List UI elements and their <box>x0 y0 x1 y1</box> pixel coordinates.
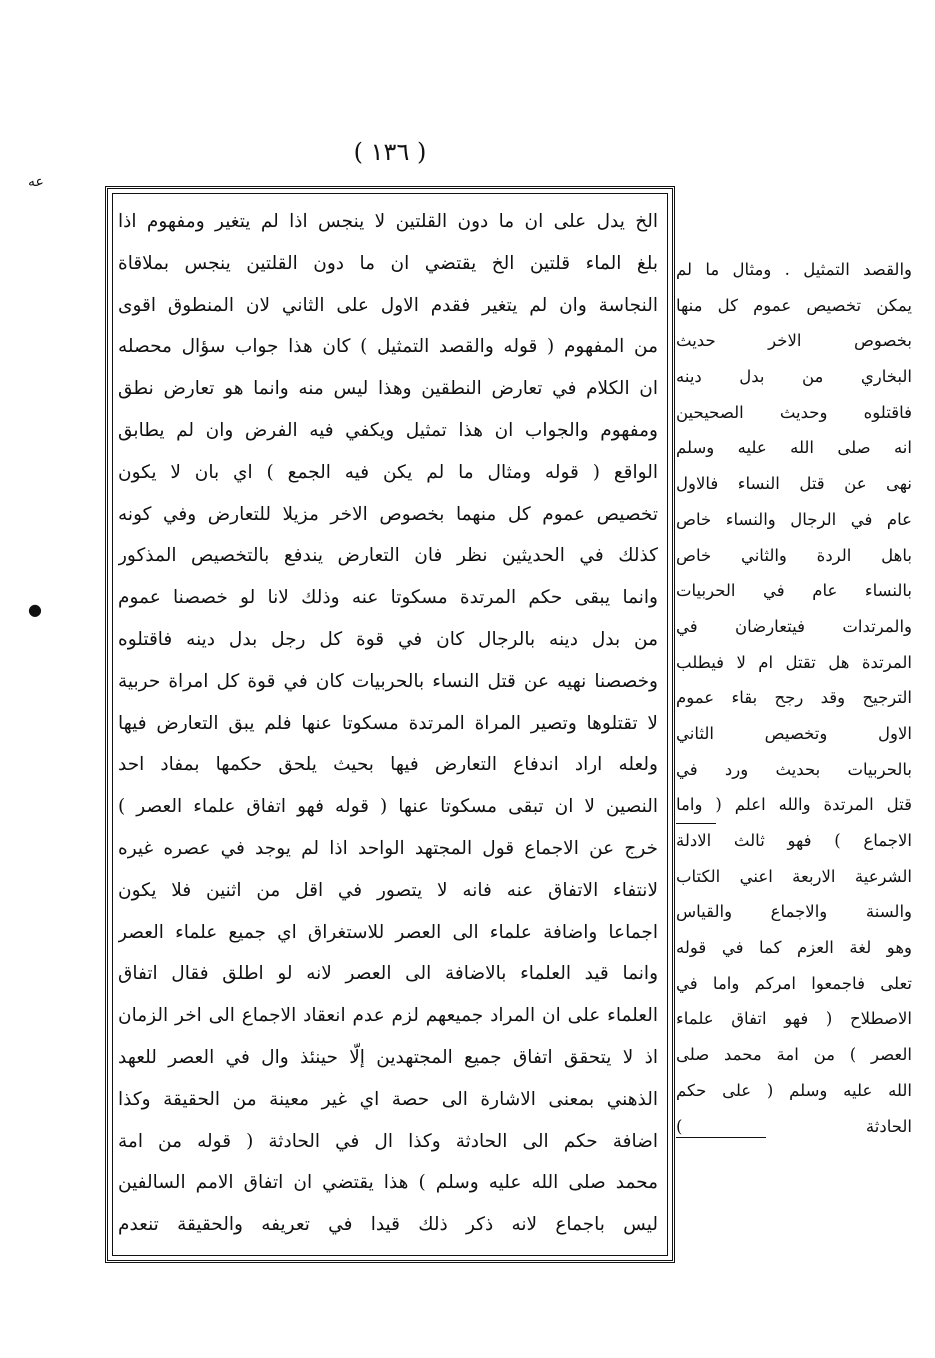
margin-line: والقصد التمثيل . ومثال ما لم <box>676 260 912 279</box>
margin-line: وهو لغة العزم كما في قوله <box>676 938 912 958</box>
margin-line: نهى عن قتل النساء فالاول <box>676 474 912 494</box>
main-line: خرج عن الاجماع قول المجتهد الواحد اذا لم يوجد في عصره غيره <box>118 837 658 859</box>
margin-line: العصر ) من امة محمد صلى <box>676 1045 912 1065</box>
corner-mark: ﻋﻪ <box>28 174 44 190</box>
margin-line: عام في الرجال والنساء خاص <box>676 509 912 529</box>
margin-line: والمرتدات فيتعارضان في <box>676 616 912 636</box>
margin-line: بالنساء عام في الحربيات <box>676 581 912 601</box>
margin-line: الحادثة ) <box>676 1116 912 1136</box>
main-line: الذهني بمعنى الاشارة الى حصة اي غير معينة من الحقيقة وكذا <box>118 1088 658 1110</box>
margin-line: الشرعية الاربعة اعني الكتاب <box>676 866 912 886</box>
main-line: محمد صلى الله عليه وسلم ) هذا يقتضي ان اتفاق الامم السالفين <box>118 1172 658 1194</box>
margin-line: فاقتلوه وحديث الصحيحين <box>676 402 912 422</box>
main-line: ليس باجماع لانه ذكر ذلك قيدا في تعريفه والحقيقة تنعدم <box>118 1214 658 1236</box>
margin-line: قتل المرتدة والله اعلم ( واما <box>676 795 912 815</box>
main-line: وخصصنا نهيه عن قتل النساء بالحربيات كان في قوة كل امراة حربية <box>118 670 658 692</box>
main-line: العلماء على ان المراد جميعهم لزم عدم انعقاد الاجماع الى اخر الزمان <box>118 1005 658 1027</box>
margin-line: الله عليه وسلم ( على حكم <box>676 1080 912 1100</box>
main-line: وانما قيد العلماء بالاضافة الى العصر لانه لو اطلق فقال اتفاق <box>118 963 658 985</box>
main-line: بلغ الماء قلتين الخ يقتضي ان ما دون القلتين ينجس بملاقاة <box>118 252 658 274</box>
margin-line: بالحربيات بحديث ورد في <box>676 759 912 779</box>
main-line: تخصيص عموم كل منهما بخصوص الاخر مزيلا للتعارض وفي كونه <box>118 503 658 525</box>
main-line: الخ يدل على ان ما دون القلتين لا ينجس اذا لم يتغير ومفهوم اذا <box>118 211 658 232</box>
margin-line: الاصطلاح ( فهو اتفاق علماء <box>676 1009 912 1029</box>
main-line: لا تقتلوها وتصير المراة المرتدة مسكوتا عنها فلم يبق التعارض فيها <box>118 712 658 734</box>
main-commentary-frame <box>105 186 675 1263</box>
main-line: اضافة حكم الى الحادثة وكذا ال في الحادثة ( قوله من امة <box>118 1130 658 1152</box>
main-line: وانما يبقى حكم المرتدة مسكوتا عنه وذلك لانا لو خصصنا عموم <box>118 587 658 609</box>
main-line: لانتفاء الاتفاق عنه فانه لا يتصور في اقل من اثنين فلا يكون <box>118 879 658 901</box>
main-line: اجماعا واضافة علماء الى العصر للاستغراق اي جميع علماء العصر <box>118 921 658 943</box>
margin-line: يمكن تخصيص عموم كل منها <box>676 295 912 315</box>
margin-underline <box>676 1137 766 1138</box>
main-line: النجاسة وان لم يتغير فقدم الاول على الثاني لان المنطوق اقوى <box>118 294 658 316</box>
margin-line: الاجماع ) فهو ثالث الادلة <box>676 831 912 850</box>
margin-line: والسنة والاجماع والقياس <box>676 902 912 922</box>
margin-line: البخاري من بدل دينه <box>676 367 912 387</box>
margin-line: انه صلى الله عليه وسلم <box>676 438 912 458</box>
main-line: كذلك في الحديثين نظر فان التعارض يندفع بالتخصيص المذكور <box>118 545 658 567</box>
main-line: الواقع ( قوله ومثال ما لم يكن فيه الجمع ) اي بان لا يكون <box>118 461 658 483</box>
main-line: من بدل دينه بالرجال كان في قوة كل رجل بدل دينه فاقتلوه <box>118 628 658 650</box>
margin-line: باهل الردة والثاني خاص <box>676 545 912 565</box>
margin-line: المرتدة هل تقتل ام لا فيطلب <box>676 652 912 672</box>
main-line: النصين لا ان تبقى مسكوتا عنها ( قوله فهو اتفاق علماء العصر ) <box>118 796 658 818</box>
main-line: ولعله اراد اندفاع التعارض فيها بحيث يلحق حكمها بمفاد احد <box>118 754 658 776</box>
main-line: ومفهوم والجواب ان هذا تمثيل ويكفي فيه الفرض وان لم يطابق <box>118 419 658 441</box>
main-line: من المفهوم ( قوله والقصد التمثيل ) كان هذا جواب سؤال محصله <box>118 336 658 358</box>
margin-text-column <box>676 252 916 1144</box>
main-commentary-text <box>118 201 658 1246</box>
main-line: ان الكلام في تعارض النطقين وهذا ليس منه وانما هو تعارض نطق <box>118 378 658 400</box>
main-line: اذ لا يتحقق اتفاق جميع المجتهدين إلّا حينئذ وال في العصر للعهد <box>118 1046 658 1068</box>
page-number: ( ١٣٦ ) <box>353 138 427 166</box>
margin-line: الاول وتخصيص الثاني <box>676 723 912 743</box>
margin-line: بخصوص الاخر حديث <box>676 331 912 351</box>
margin-underline <box>676 823 716 824</box>
margin-line: الترجيح وقد رجح بقاء عموم <box>676 688 912 708</box>
margin-line: تعلى فاجمعوا امركم واما في <box>676 973 912 993</box>
margin-dot-mark: ● <box>28 600 42 619</box>
